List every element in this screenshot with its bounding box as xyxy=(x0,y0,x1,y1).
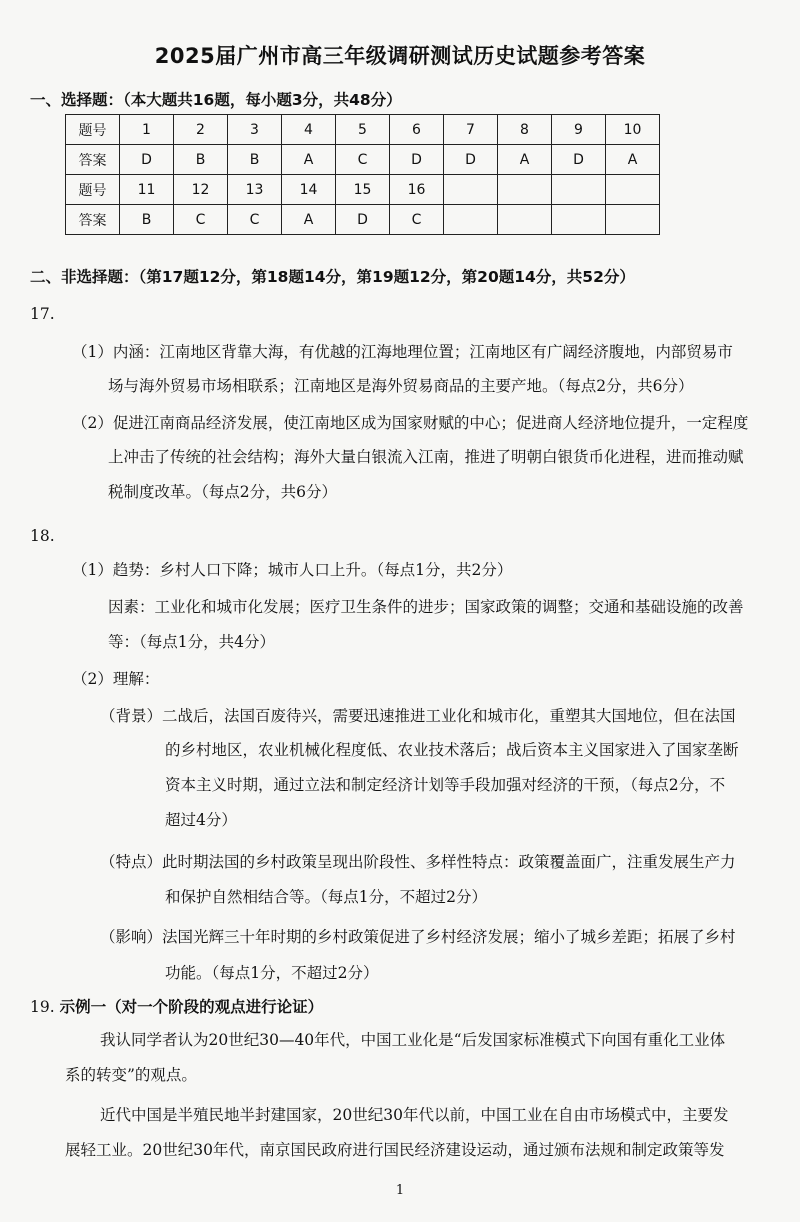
table-cell xyxy=(552,175,606,205)
table-cell: D xyxy=(336,205,390,235)
q18-background-line2: 的乡村地区，农业机械化程度低、农业技术落后；战后资本主义国家进入了国家垄断 xyxy=(165,741,739,759)
table-cell: 11 xyxy=(120,175,174,205)
table-cell: C xyxy=(390,205,444,235)
table-cell: 6 xyxy=(390,115,444,145)
table-cell xyxy=(606,175,660,205)
table-cell: 1 xyxy=(120,115,174,145)
table-cell: A xyxy=(606,145,660,175)
table-row xyxy=(66,115,660,145)
q18-features-line1: （特点）此时期法国的乡村政策呈现出阶段性、多样性特点：政策覆盖面广，注重发展生产力 xyxy=(100,853,736,871)
q18-background-line4: 超过4分） xyxy=(165,811,237,829)
table-cell xyxy=(444,205,498,235)
page-title: 2025届广州市高三年级调研测试历史试题参考答案 xyxy=(154,44,646,68)
q19-line2: 系的转变”的观点。 xyxy=(65,1066,197,1084)
q18-features-line2: 和保护自然相结合等。（每点1分，不超过2分） xyxy=(165,888,487,906)
table-cell xyxy=(606,205,660,235)
row-label-question: 题号 xyxy=(66,115,120,145)
table-cell: 2 xyxy=(174,115,228,145)
table-row xyxy=(66,205,660,235)
table-cell: A xyxy=(282,205,336,235)
table-cell: 16 xyxy=(390,175,444,205)
table-cell: 9 xyxy=(552,115,606,145)
q17-answer-1-line1: （1）内涵：江南地区背靠大海，有优越的江海地理位置；江南地区有广阔经济腹地，内部贸易市 xyxy=(72,343,733,361)
table-cell: 3 xyxy=(228,115,282,145)
q19-line1: 我认同学者认为20世纪30—40年代，中国工业化是“后发国家标准模式下向国有重化工业体 xyxy=(100,1031,726,1049)
table-cell xyxy=(444,175,498,205)
q17-answer-2-line2: 上冲击了传统的社会结构；海外大量白银流入江南，推进了明朝白银货币化进程，进而推动赋 xyxy=(108,448,744,466)
question-17-number: 17. xyxy=(30,305,55,323)
q18-impact-line2: 功能。（每点1分，不超过2分） xyxy=(165,964,379,982)
q19-line4: 展轻工业。20世纪30年代，南京国民政府进行国民经济建设运动，通过颁布法规和制定政策等发 xyxy=(65,1141,725,1159)
answer-table xyxy=(65,114,660,235)
row-label-question: 题号 xyxy=(66,175,120,205)
table-cell xyxy=(498,175,552,205)
table-cell: B xyxy=(228,145,282,175)
table-cell: B xyxy=(174,145,228,175)
table-cell xyxy=(552,205,606,235)
section2-heading: 二、非选择题：（第17题12分，第18题14分，第19题12分，第20题14分，共52分） xyxy=(30,268,635,286)
table-cell: B xyxy=(120,205,174,235)
table-cell: D xyxy=(390,145,444,175)
q19-line3: 近代中国是半殖民地半封建国家，20世纪30年代以前，中国工业在自由市场模式中，主要发 xyxy=(100,1106,729,1124)
q18-answer-1-line1: （1）趋势：乡村人口下降；城市人口上升。（每点1分，共2分） xyxy=(72,561,513,579)
table-cell: A xyxy=(282,145,336,175)
q19-example-title: 示例一（对一个阶段的观点进行论证） xyxy=(59,998,324,1016)
page-number: 1 xyxy=(395,1183,405,1198)
table-row xyxy=(66,175,660,205)
question-19-number: 19. xyxy=(30,998,55,1016)
row-label-answer: 答案 xyxy=(66,205,120,235)
q17-answer-2-line1: （2）促进江南商品经济发展，使江南地区成为国家财赋的中心；促进商人经济地位提升，一定程度 xyxy=(72,414,749,432)
table-cell: 10 xyxy=(606,115,660,145)
table-cell: 4 xyxy=(282,115,336,145)
q18-background-line3: 资本主义时期，通过立法和制定经济计划等手段加强对经济的干预，（每点2分，不 xyxy=(165,776,726,794)
q18-answer-1-line2: 因素：工业化和城市化发展；医疗卫生条件的进步；国家政策的调整；交通和基础设施的改善 xyxy=(108,598,744,616)
table-cell xyxy=(498,205,552,235)
table-cell: 13 xyxy=(228,175,282,205)
question-18-number: 18. xyxy=(30,527,55,545)
table-cell: A xyxy=(498,145,552,175)
table-cell: 14 xyxy=(282,175,336,205)
table-cell: 15 xyxy=(336,175,390,205)
q18-answer-1-line3: 等：（每点1分，共4分） xyxy=(108,633,275,651)
question-19-header xyxy=(30,990,323,1024)
q17-answer-2-line3: 税制度改革。（每点2分，共6分） xyxy=(108,483,337,501)
table-cell: C xyxy=(228,205,282,235)
q18-answer-2-label: （2）理解： xyxy=(72,670,160,688)
table-cell: D xyxy=(444,145,498,175)
table-cell: 5 xyxy=(336,115,390,145)
table-cell: D xyxy=(120,145,174,175)
row-label-answer: 答案 xyxy=(66,145,120,175)
table-cell: 7 xyxy=(444,115,498,145)
section1-heading: 一、选择题：（本大题共16题，每小题3分，共48分） xyxy=(30,91,402,109)
q18-background-line1: （背景）二战后，法国百废待兴，需要迅速推进工业化和城市化，重塑其大国地位，但在法国 xyxy=(100,707,736,725)
table-cell: D xyxy=(552,145,606,175)
table-cell: C xyxy=(174,205,228,235)
table-cell: 12 xyxy=(174,175,228,205)
table-cell: 8 xyxy=(498,115,552,145)
table-row xyxy=(66,145,660,175)
q17-answer-1-line2: 场与海外贸易市场相联系；江南地区是海外贸易商品的主要产地。（每点2分，共6分） xyxy=(108,377,694,395)
table-cell: C xyxy=(336,145,390,175)
q18-impact-line1: （影响）法国光辉三十年时期的乡村政策促进了乡村经济发展；缩小了城乡差距；拓展了乡村 xyxy=(100,928,736,946)
